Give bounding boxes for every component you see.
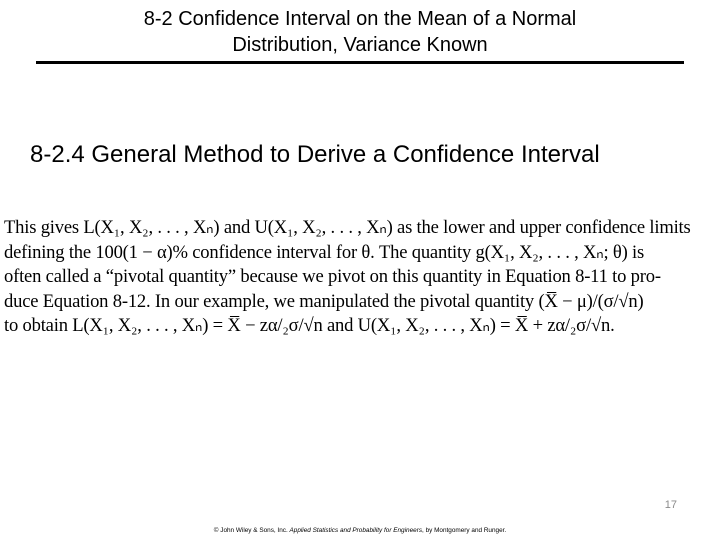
body-line-5: to obtain L(X₁, X₂, . . . , Xₙ) = X̅ − zα/₂σ/√n and U(X₁, X₂, . . . , Xₙ) = X̅ + zα/₂σ/√n.: [4, 315, 615, 336]
body-line-4: duce Equation 8-12. In our example, we manipulated the pivotal quantity (X̅ − μ)/(σ/√n): [4, 290, 644, 312]
footer-copyright: © John Wiley & Sons, Inc.: [213, 527, 290, 534]
slide-title: [40, 6, 680, 58]
body-paragraph: [4, 216, 714, 339]
section-heading: 8-2.4 General Method to Derive a Confidence Interval: [30, 141, 600, 168]
title-divider: [36, 61, 684, 64]
body-line-2: defining the 100(1 − α)% confidence interval for θ. The quantity g(X₁, X₂, . . . , Xₙ; θ) is: [4, 241, 645, 263]
body-line-3: often called a “pivotal quantity” because we pivot on this quantity in Equation 8-11 to pro-: [4, 266, 661, 287]
slide-title-line-2: Distribution, Variance Known: [232, 34, 488, 56]
footer-authors: , by Montgomery and Runger.: [422, 527, 507, 534]
body-line-1: This gives L(X₁, X₂, . . . , Xₙ) and U(X₁, X₂, . . . , Xₙ) as the lower and upper confidence limits: [4, 217, 691, 238]
footer-book-title: Applied Statistics and Probability for Engineers: [289, 527, 423, 534]
page-number: 17: [664, 499, 677, 511]
slide-title-line-1: 8-2 Confidence Interval on the Mean of a Normal: [143, 8, 577, 30]
copyright-footer: [0, 527, 720, 534]
